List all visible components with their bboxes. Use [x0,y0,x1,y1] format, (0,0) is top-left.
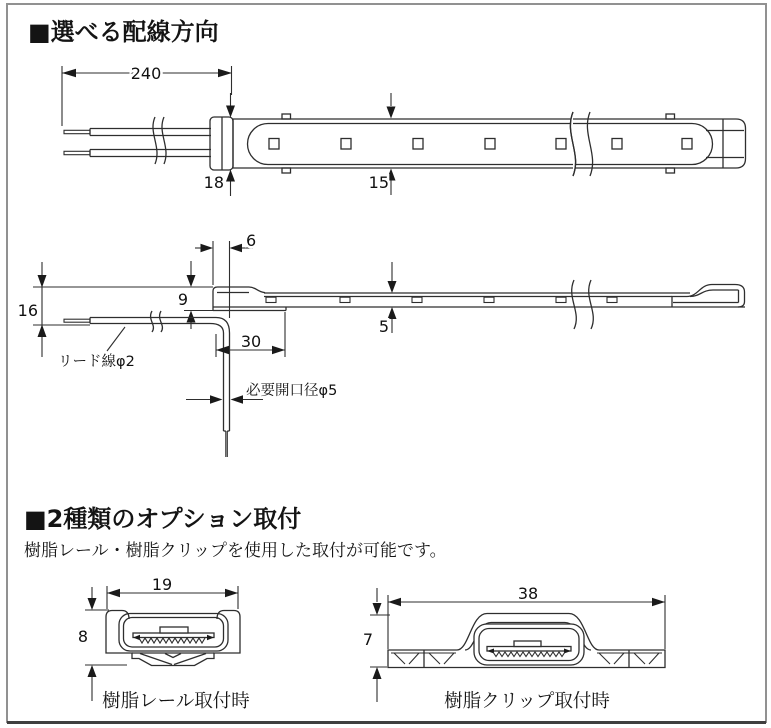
rail-caption: 樹脂レール取付時 [102,691,250,712]
dim-7-label: 7 [362,630,373,649]
section-options-description: 樹脂レール・樹脂クリップを使用した取付が可能です。 [24,541,447,561]
dim-19-label: 19 [151,575,173,594]
lead-wire-label: リード線φ2 [58,354,135,370]
strip-component [160,627,188,633]
required-opening-label: 必要開口径φ5 [246,383,338,399]
section-title-options: ■2種類のオプション取付 [24,505,302,533]
dim-15-label: 15 [368,173,389,192]
dim-6-label: 6 [246,231,257,250]
clip-caption: 樹脂クリップ取付時 [444,691,610,712]
strip-component [514,641,541,647]
section-title-wiring: ■選べる配線方向 [28,18,219,46]
dim-18-label: 18 [203,173,224,192]
dim-5-label: 5 [378,317,389,336]
dim-9-label: 9 [177,290,188,309]
dim-38-label: 38 [517,584,539,603]
strip-board [133,633,214,638]
dim-16-label: 16 [17,301,38,320]
dim-30-label: 30 [240,332,262,351]
dim-8-label: 8 [77,627,88,646]
dim-240-label: 240 [130,64,162,83]
strip-board [487,647,571,652]
